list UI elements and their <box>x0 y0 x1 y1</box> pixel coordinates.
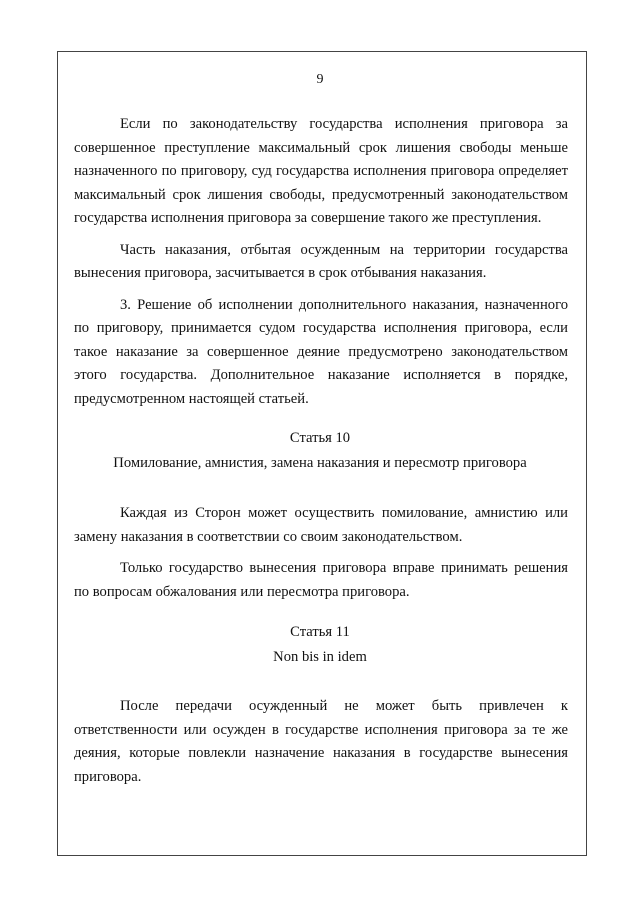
article-9-continuation <box>74 113 568 419</box>
article-11-title: Non bis in idem <box>273 649 367 665</box>
paragraph: 3. Решение об исполнении дополнительного наказания, назначенного по приговору, принимается судом государства исполнения приговора, если такое наказание за совершенное деяние предусмотрено законодательством этого государства. Дополнительное наказание исполняется в порядке, предусмотренном настоящей статьей. <box>74 296 568 407</box>
page-number: 9 <box>316 72 324 87</box>
article-10-body <box>74 502 568 612</box>
paragraph: После передачи осужденный не может быть привлечен к ответственности или осужден в государстве исполнения приговора за те же деяния, которые повлекли назначение наказания в государстве вынесения приговора. <box>74 698 568 785</box>
paragraph: Только государство вынесения приговора вправе принимать решения по вопросам обжалования или пересмотра приговора. <box>74 560 568 600</box>
article-11-heading: Статья 11 <box>290 624 350 640</box>
article-10-heading: Статья 10 <box>289 430 351 446</box>
paragraph: Каждая из Сторон может осуществить помилование, амнистию или замену наказания в соответствии со своим законодательством. <box>74 505 568 545</box>
article-11-body <box>74 695 568 797</box>
paragraph: Часть наказания, отбытая осужденным на территории государства вынесения приговора, засчитывается в срок отбывания наказания. <box>74 241 568 281</box>
paragraph: Если по законодательству государства исполнения приговора за совершенное преступление максимальный срок лишения свободы меньше назначенного по приговору, суд государства исполнения приговора определяет максимальный срок лишения свободы, предусмотренный законодательством государства исполнения приговора за совершение такого же преступления. <box>74 116 568 226</box>
article-10-title: Помилование, амнистия, замена наказания и пересмотр приговора <box>113 455 527 471</box>
